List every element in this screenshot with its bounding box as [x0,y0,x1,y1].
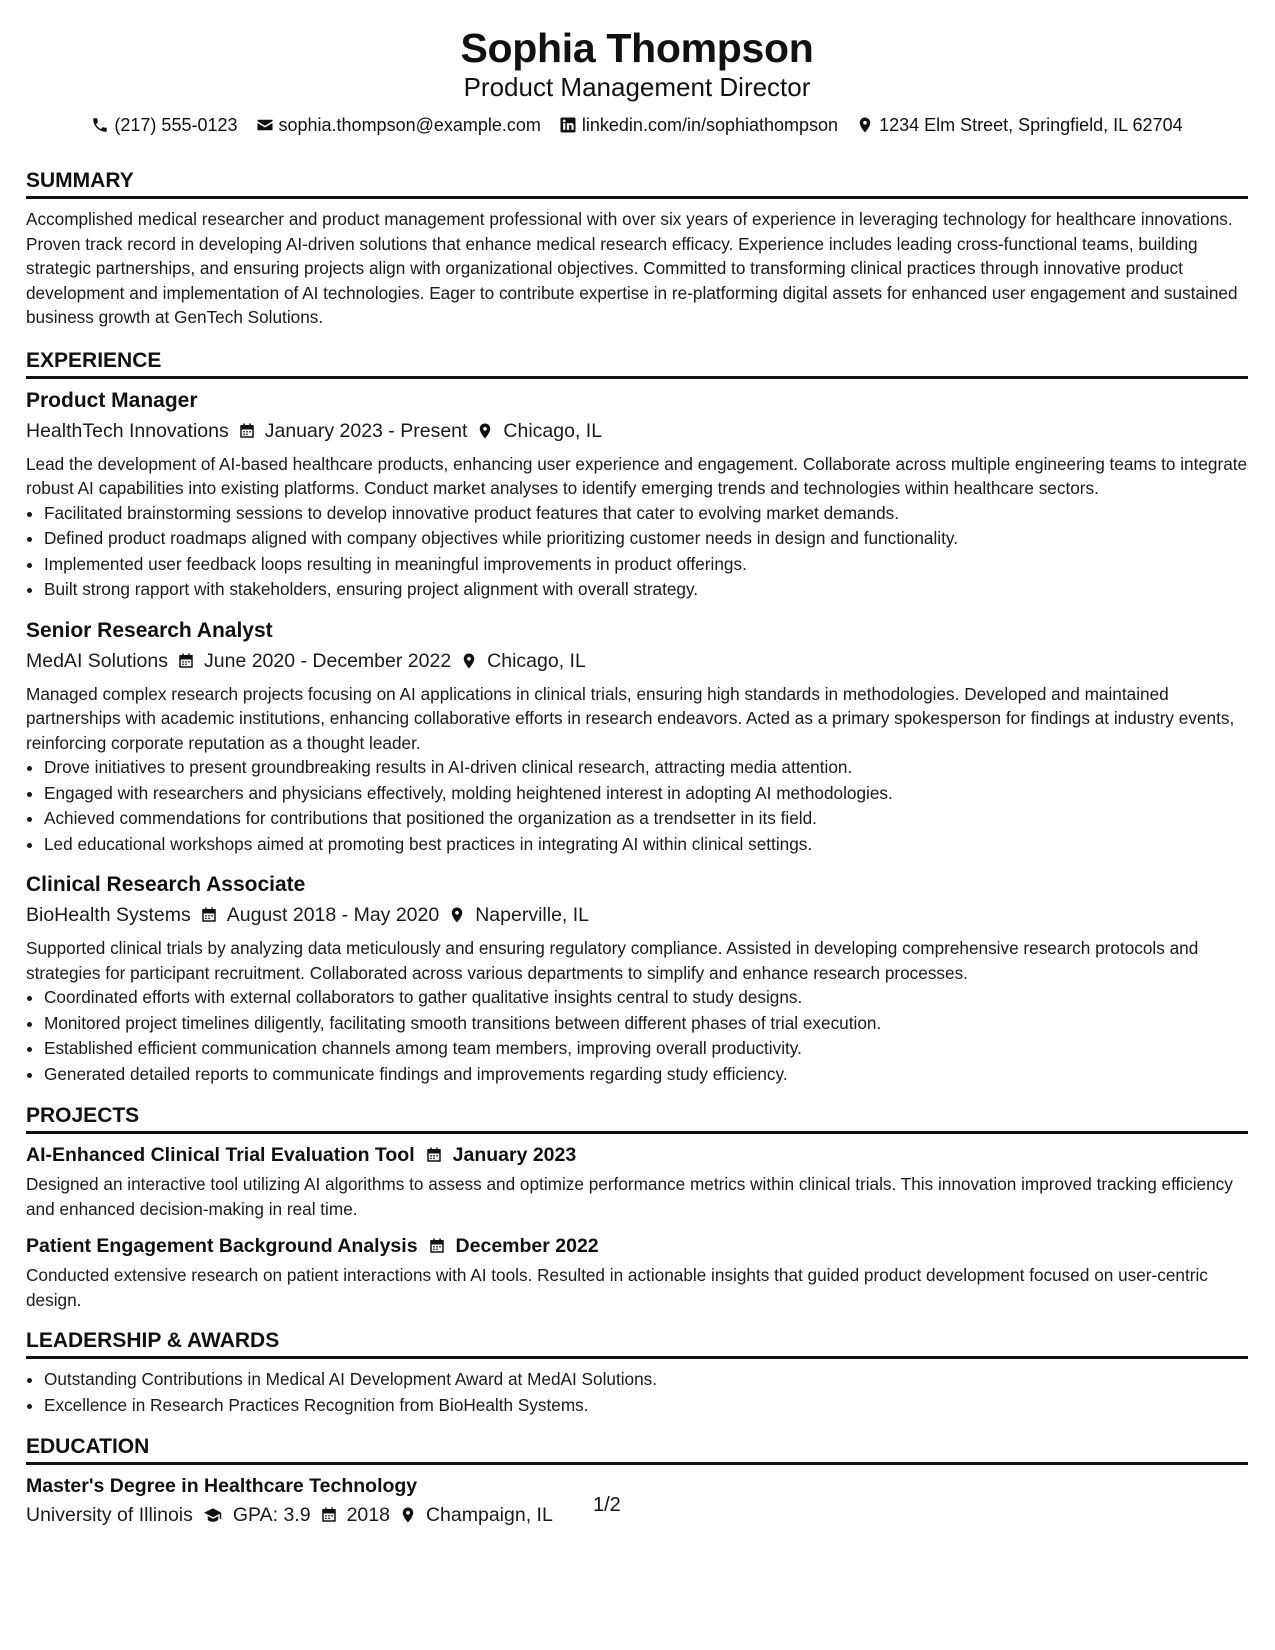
graduation-cap-icon [202,1506,224,1524]
school-location: Champaign, IL [425,1504,553,1526]
list-item: • Outstanding Contributions in Medical AI Development Award at MedAI Solutions. [44,1367,1248,1393]
calendar-icon [320,1506,338,1524]
resume-page [26,22,1248,1536]
phone-text: (217) 555-0123 [114,115,238,135]
job-bullets [26,755,1248,857]
list-item: • Led educational workshops aimed at promoting best practices in integrating AI within clinical settings. [44,832,1248,858]
email-text: sophia.thompson@example.com [278,115,541,135]
list-item: • Coordinated efforts with external collaborators to gather qualitative insights central to study designs. [44,985,1248,1011]
project-date: January 2023 [452,1144,577,1166]
job-entry [26,387,1248,603]
list-item: • Built strong rapport with stakeholders, ensuring project alignment with overall strategy. [44,577,1248,603]
list-item: • Excellence in Research Practices Recognition from BioHealth Systems. [44,1393,1248,1419]
job-company: BioHealth Systems [26,904,191,926]
job-dates: June 2020 - December 2022 [204,649,452,672]
list-item: • Facilitated brainstorming sessions to develop innovative product features that cater to evolving market demands. [44,501,1248,527]
map-marker-icon [399,1506,417,1524]
list-item: • Implemented user feedback loops resulting in meaningful improvements in product offerings. [44,552,1248,578]
job-title: Product Manager [26,388,198,412]
map-marker-icon [448,906,466,924]
job-description: Managed complex research projects focusing on AI applications in clinical trials, ensuring high standards in methodologies. Developed and maintained partnerships with academic institutions, enhancing collaborative efforts in research endeavors. Acted as a primary spokesperson for findings at industry events, reinforcing corporate reputation as a thought leader. [26,683,1235,753]
project-header [26,1233,1248,1259]
address-text: 1234 Elm Street, Springfield, IL 62704 [879,115,1183,135]
job-bullets [26,501,1248,603]
job-entry [26,871,1248,1087]
list-item: • Achieved commendations for contributions that positioned the organization as a trendsetter in its field. [44,806,1248,832]
projects-section [26,1103,1248,1312]
contact-bar [26,114,1248,136]
contact-email[interactable] [256,114,541,136]
list-item: • Defined product roadmaps aligned with company objectives while prioritizing customer needs in design and functionality. [44,526,1248,552]
map-marker-icon [476,422,494,440]
job-meta [26,647,1248,675]
summary-text: Accomplished medical researcher and product management professional with over six years of experience in leveraging technology for healthcare innovations. Proven track record in developing AI-driven solutions that enhance medical research efficacy. Experience includes leading cross-functional teams, building strategic partnerships, and ensuring projects align with organizational objectives. Committed to transforming clinical practices through innovative product development and implementation of AI technologies. Eager to contribute expertise in re-platforming digital assets for enhanced user engagement and sustained business growth at GenTech Solutions. [26,209,1238,327]
leadership-section [26,1328,1248,1418]
candidate-name: Sophia Thompson [460,25,814,71]
education-section [26,1434,1248,1529]
projects-heading: PROJECTS [26,1103,1248,1134]
graduation-year: 2018 [346,1504,390,1526]
experience-section [26,348,1248,1088]
calendar-icon [425,1146,443,1164]
job-entry [26,617,1248,858]
job-bullets [26,985,1248,1087]
leadership-heading: LEADERSHIP & AWARDS [26,1328,1248,1359]
school-name: University of Illinois [26,1504,193,1526]
job-title: Senior Research Analyst [26,618,273,642]
gpa-text: GPA: 3.9 [232,1504,311,1526]
map-marker-icon [460,652,478,670]
job-meta [26,901,1248,929]
job-company: HealthTech Innovations [26,419,229,442]
project-description: Conducted extensive research on patient interactions with AI tools. Resulted in actionable insights that guided product development focused on user-centric design. [26,1265,1208,1310]
linkedin-icon [559,116,577,134]
calendar-icon [428,1237,446,1255]
project-date: December 2022 [455,1235,599,1257]
degree-title: Master's Degree in Healthcare Technology [26,1475,418,1497]
education-heading: EDUCATION [26,1434,1248,1465]
envelope-icon [256,116,274,134]
job-description: Supported clinical trials by analyzing data meticulously and ensuring regulatory compliance. Assisted in developing comprehensive research protocols and strategies for participant recruitment. Collaborated across various departments to simplify and enhance research processes. [26,938,1199,983]
phone-icon [91,116,109,134]
project-description: Designed an interactive tool utilizing AI algorithms to assess and optimize performance metrics within clinical trials. This innovation improved tracking efficiency and enhanced decision-making in real time. [26,1174,1233,1219]
summary-heading: SUMMARY [26,168,1248,199]
calendar-icon [200,906,218,924]
job-dates: January 2023 - Present [264,419,468,442]
project-header [26,1142,1248,1168]
job-location: Naperville, IL [475,904,590,926]
project-title: Patient Engagement Background Analysis [26,1235,418,1257]
summary-section [26,168,1248,330]
project-entry [26,1233,1248,1312]
contact-address [856,114,1183,136]
list-item: • Engaged with researchers and physicians effectively, molding heightened interest in adopting AI methodologies. [44,781,1248,807]
job-dates: August 2018 - May 2020 [226,904,440,926]
job-title: Clinical Research Associate [26,873,306,896]
map-marker-icon [856,116,874,134]
list-item: • Monitored project timelines diligently, facilitating smooth transitions between different phases of trial execution. [44,1011,1248,1037]
job-location: Chicago, IL [503,419,603,442]
job-company: MedAI Solutions [26,649,168,672]
list-item: • Drove initiatives to present groundbreaking results in AI-driven clinical research, attracting media attention. [44,755,1248,781]
job-description: Lead the development of AI-based healthcare products, enhancing user experience and engagement. Collaborate across multiple engineering teams to integrate robust AI capabilities into existing platforms. Conduct market analyses to identify emerging trends and technologies within healthcare sectors. [26,453,1248,498]
candidate-title: Product Management Director [463,72,811,102]
contact-linkedin[interactable] [559,114,838,136]
project-title: AI-Enhanced Clinical Trial Evaluation Tool [26,1144,415,1166]
calendar-icon [177,652,195,670]
job-location: Chicago, IL [487,649,586,672]
experience-heading: EXPERIENCE [26,348,1248,379]
awards-list [26,1367,1248,1418]
linkedin-text: linkedin.com/in/sophiathompson [581,115,839,135]
project-entry [26,1142,1248,1221]
list-item: • Generated detailed reports to communicate findings and improvements regarding study efficiency. [44,1062,1248,1088]
page-number: 1/2 [593,1494,621,1516]
list-item: • Established efficient communication channels among team members, improving overall productivity. [44,1036,1248,1062]
job-meta [26,417,1248,445]
education-meta [26,1501,1248,1529]
calendar-icon [238,422,256,440]
contact-phone [91,114,237,136]
